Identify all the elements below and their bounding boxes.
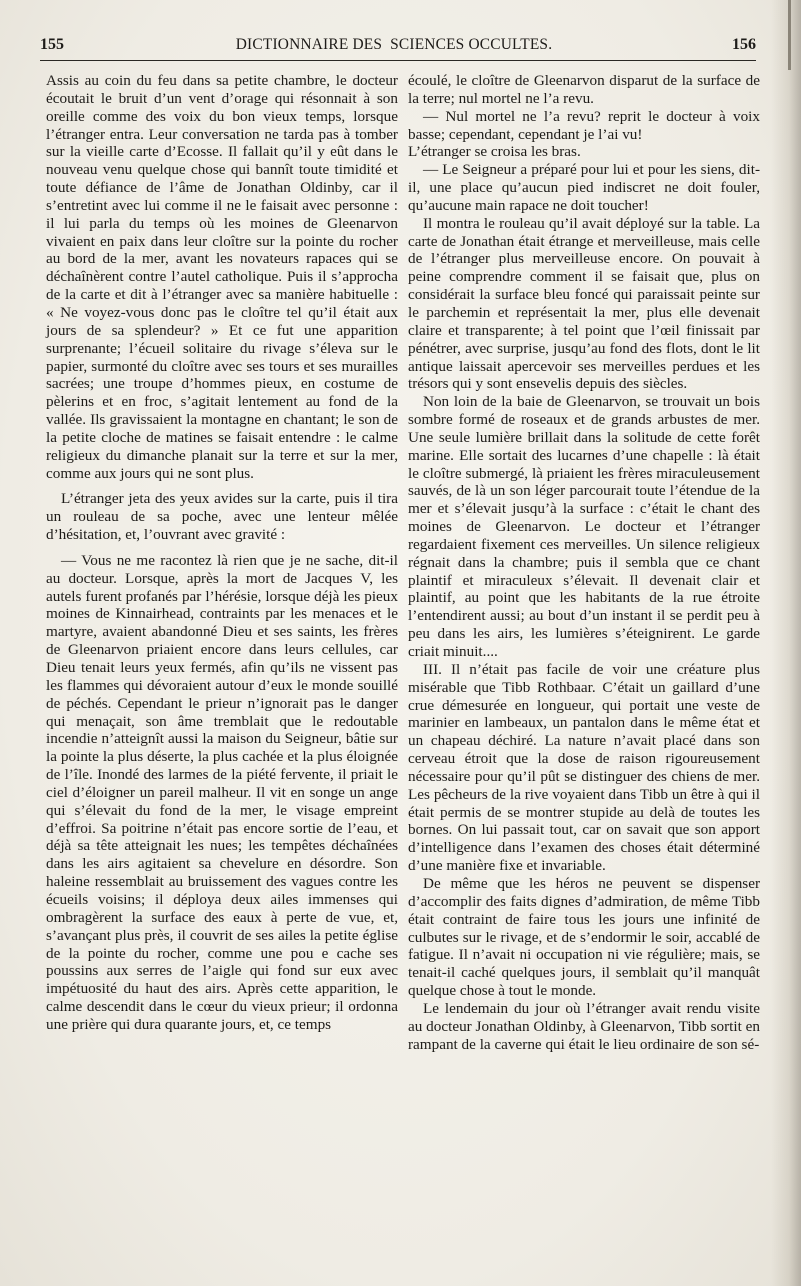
running-title	[40, 36, 756, 54]
paragraph: L’étranger se croisa les bras.	[408, 143, 581, 161]
running-header	[40, 36, 756, 61]
paragraph: Il montra le rouleau qu’il avait déployé sur la table. La carte de Jonathan était étrange et merveilleuse, mais celle de l’étranger plus merveilleuse encore. On pouvait à peine comprendre comment il se faisait que, plus on considérait la surface bleu foncé qui paraissait peinte sur le parchemin et représentait la mer, plus elle devenait claire et transparente; à tel point que l’œil finissait par pénétrer, avec surprise, jusqu’au fond des flots, dont le lit antique laissait apercevoir ses merveilles perdues et les trésors qui y sont ensevelis depuis des siècles.	[408, 214, 760, 393]
paragraph: — Nul mortel ne l’a revu? reprit le docteur à voix basse; cependant, cependant je l’ai vu!	[408, 107, 760, 143]
paragraph: Le lendemain du jour où l’étranger avait rendu visite au docteur Jonathan Oldinby, à Gleenarvon, Tibb sortit en rampant de la caverne qui était le lieu ordinaire de son sé-	[408, 999, 760, 1053]
paragraph: Non loin de la baie de Gleenarvon, se trouvait un bois sombre formé de roseaux et de grands arbustes de mer. Une seule lumière brillait dans la solitude de cette forêt marine. Elle sortait des lucarnes d’une chapelle : là était le cloître submergé, là priaient les frères miraculeusement sauvés, de là un son léger parcourait toute l’étendue de la mer et s’élevait jusqu’à la surface : c’était le chant des moines de Gleenarvon. Le docteur et l’étranger regardaient fixement ces merveilles. Un silence religieux régnait dans la chambre; puis il sembla que ce chant plaintif et miraculeux s’élevait. Il devenait clair et plaintif, au point que les habitants de la rue étroite l’entendirent aussi; au bout d’un instant il se perdit peu à peu dans les airs, les lumières s’éteignirent. Le garde criait minuit....	[408, 393, 760, 660]
paragraph: L’étranger jeta des yeux avides sur la carte, puis il tira un rouleau de sa poche, avec une lenteur mêlée d’hésitation, et, l’ouvrant avec gravité :	[46, 490, 398, 544]
running-title-part1: DICTIONNAIRE DES	[235, 36, 383, 53]
paragraph: — Le Seigneur a préparé pour lui et pour les siens, dit-il, une place qu’aucun pied indiscret ne doit fouler, qu’aucune main rapace ne doit toucher!	[408, 161, 760, 214]
page-edge-mark	[788, 0, 791, 70]
paragraph: De même que les héros ne peuvent se dispenser d’accomplir des faits dignes d’admiration, de même Tibb était contraint de faire tous les jours une infinité de culbutes sur le rivage, et de s’endormir le soir, accablé de fatigue. Il n’avait ni occupation ni vie régulière; mais, se tenait-il caché quelques jours, il semblait qu’il manquât quelque chose à tout le monde.	[408, 874, 760, 1000]
paragraph: III. Il n’était pas facile de voir une créature plus misérable que Tibb Rothbaar. C’était un gaillard d’une crue démesurée en longueur, qui portait une veste de marinier en lambeaux, un pantalon dans le même état et un chapeau déchiré. La nature n’avait placé dans son cerveau étroit que la dose de raison rigoureusement nécessaire pour qu’il pût se distinguer des chiens de mer. Les pêcheurs de la rive voyaient dans Tibb un être à qui il était permis de se montrer stupide au delà de toutes les bornes. On lui passait tout, car on savait que son apport d’intelligence dans l’examen des choses était déterminé d’une manière fixe et invariable.	[408, 660, 760, 875]
running-title-part2: SCIENCES OCCULTES.	[390, 36, 553, 53]
page-binding-shadow	[771, 0, 801, 1286]
paragraph: écoulé, le cloître de Gleenarvon disparut de la surface de la terre; nul mortel ne l’a revu.	[408, 72, 760, 107]
page-number-right: 156	[732, 36, 756, 53]
right-column	[408, 72, 760, 1053]
paragraph: Assis au coin du feu dans sa petite chambre, le docteur écoutait le bruit d’un vent d’orage qui résonnait à son oreille comme des voix du bon vieux temps, lorsque l’étranger entra. Leur conversation ne tarda pas à tomber sur la vieille carte d’Ecosse. Il fallait qu’il y eût dans le nouveau venu quelque chose qui bannît toute timidité et toute défiance de l’âme de Jonathan Oldinby, car il s’entretint avec lui comme il ne le faisait avec personne : il lui parla du temps où les moines de Gleenarvon vivaient en paix dans leur cloître sur la pointe du rocher au bord de la mer, avant les novateurs rapaces qui se déchaînèrent contre l’autel catholique. Puis il s’approcha de la carte et dit à l’étranger avec sa manière habituelle : « Ne voyez-vous donc pas le cloître tel qu’il était aux jours de sa splendeur? » Et ce fut une apparition surprenante; l’écueil solitaire du rivage s’éleva sur le papier, surmonté du cloître avec ses tours et ses murailles sacrées; une troupe d’hommes pieux, en costume de pèlerins et en froc, s’agitait lentement au fond de la vallée. Ils gravissaient la montagne en chantant; le son de la petite cloche de matines se faisait entendre : le calme religieux du dimanche planait sur la terre et sur la mer, comme aux jours qui ne sont plus.	[46, 72, 398, 482]
page-number-left: 155	[40, 36, 64, 53]
paragraph: — Vous ne me racontez là rien que je ne sache, dit-il au docteur. Lorsque, après la mort de Jacques V, les autels furent profanés par l’hérésie, lorsque déjà les pieux moines de Kinnairhead, contraints par les menaces et le martyre, avaient abandonné Dieu et ses saints, les frères de Gleenarvon priaient encore dans leurs cellules, car Dieu tenait leurs yeux fermés, afin qu’ils ne vissent pas les flammes qui dévoraient autour d’eux le monde souillé de péchés. Cependant le prieur n’ignorait pas le danger qui menaçait, son âme tremblait que le redoutable incendie n’atteignît aussi la maison du Seigneur, bâtie sur la pointe la plus déserte, la plus cachée et la plus éloignée de l’île. Inondé des larmes de la piété fervente, il priait le ciel d’éloigner un pareil malheur. Il vit en songe un ange qui s’élevait du fond de la mer, le visage empreint d’effroi. Sa poitrine n’était pas encore sortie de l’eau, et déjà sa tête atteignait les nues; les tempêtes déchaînées dans les airs agitaient sa chevelure en désordre. Son haleine ressemblait au bruissement des vagues contre les écueils voisins; il déploya deux ailes immenses qui ombragèrent la surface des eaux à perte de vue, et, s’avançant plus près, il couvrit de ses ailes la petite église de la pointe du rocher, comme une pou e cache ses poussins aux serres de l’aigle qui fond sur eux avec impétuosité du haut des airs. Après cette apparition, le calme descendit dans le cœur du vieux prieur; il ordonna une prière qui dura quarante jours, et, ce temps	[46, 551, 398, 1033]
left-column	[46, 72, 398, 1034]
